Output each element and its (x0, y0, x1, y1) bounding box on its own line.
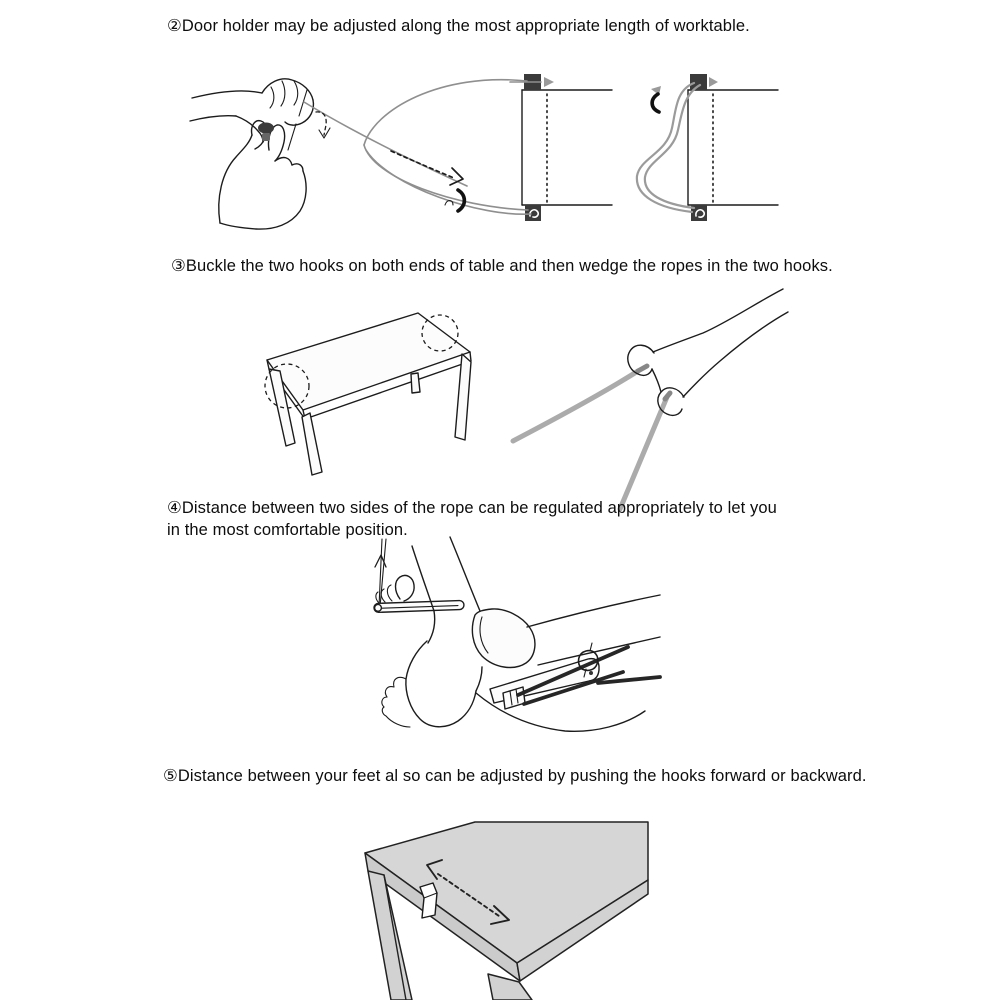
top-clamp (690, 74, 707, 90)
wedge-hook-mark (652, 94, 659, 112)
step-2-figure (190, 58, 790, 238)
step-3-figure (240, 285, 800, 520)
table-corner-hook-slide-arrow-icon (365, 822, 648, 1000)
step-3-caption: ③Buckle the two hooks on both ends of table and then wedge the ropes in the two hooks. (171, 257, 833, 275)
hammock-bar (374, 600, 464, 612)
hands-adjusting-buckle-icon (190, 79, 467, 229)
feet-resting-in-foot-hammock-icon (374, 537, 660, 731)
table-edge-clamps-rope-hanging-icon (637, 74, 778, 221)
hand-holding-two-ropes-icon (513, 289, 788, 509)
step-4-caption: ④Distance between two sides of the rope can be regulated appropriately to let you (167, 499, 777, 517)
rope-buckle (258, 123, 274, 134)
step-5-caption: ⑤Distance between your feet al so can be adjusted by pushing the hooks forward or backward. (163, 767, 867, 785)
step-2-caption: ②Door holder may be adjusted along the most appropriate length of worktable. (167, 17, 750, 35)
thread-arrow-icon (544, 77, 554, 87)
step-4-caption-line2: in the most comfortable position. (167, 521, 408, 539)
step-5-figure (340, 798, 660, 1000)
rope-loop-into-table-clamps-icon (364, 74, 612, 221)
table-with-corner-hook-circles-icon (265, 313, 471, 475)
thread-arrow-icon (709, 77, 718, 87)
step-4-figure (330, 533, 660, 751)
